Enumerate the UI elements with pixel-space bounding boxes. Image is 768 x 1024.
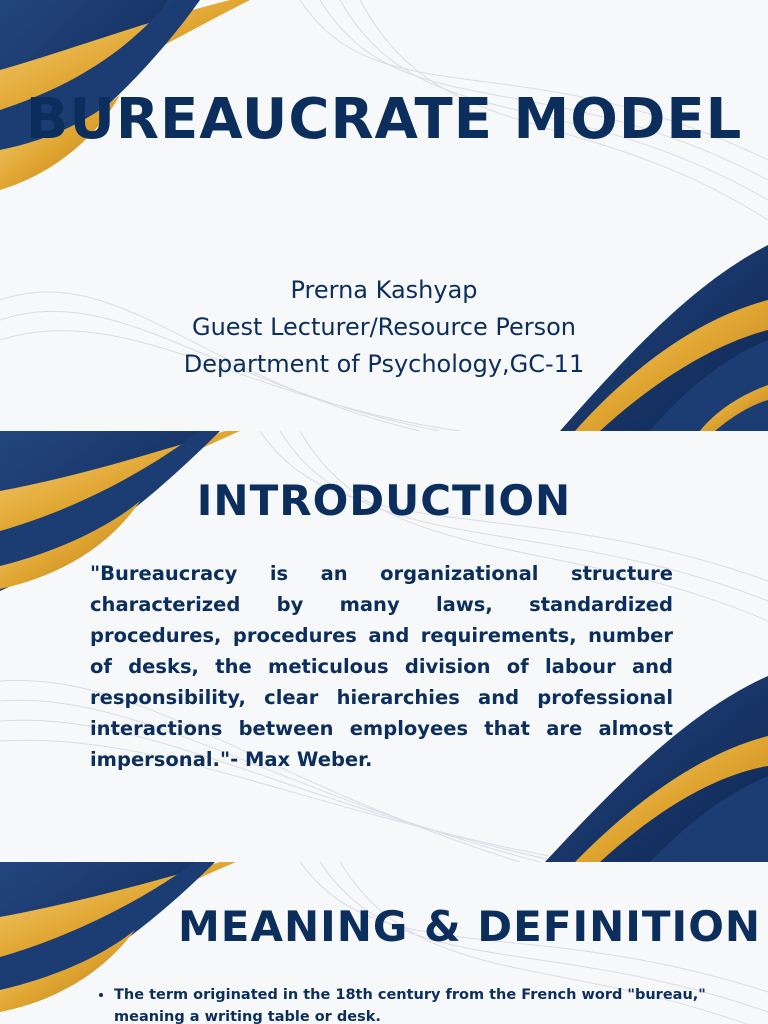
introduction-heading: INTRODUCTION [196, 476, 572, 525]
definition-bullet-list [102, 984, 764, 1024]
slide-introduction [0, 431, 768, 862]
author-role: Guest Lecturer/Resource Person [191, 313, 577, 341]
slide-title [0, 0, 768, 431]
list-item: • The term originated in the 18th century from the French word "bureau," meaning a writing table or desk. [114, 984, 764, 1024]
author-name: Prerna Kashyap [290, 276, 478, 304]
author-block [0, 272, 768, 383]
author-department: Department of Psychology,GC-11 [183, 350, 585, 378]
slide-meaning-definition [0, 862, 768, 1024]
slide-title-heading: BUREAUCRATE MODEL [25, 87, 743, 152]
meaning-definition-heading: MEANING & DEFINITION [178, 902, 762, 951]
weber-quote: "Bureaucracy is an organizational structure characterized by many laws, standardized procedures, procedures and requirements, number of desks, the meticulous division of labour and responsibility, clear hierarchies and professional interactions between employees that are almost impersonal."- Max Weber. [90, 562, 673, 771]
